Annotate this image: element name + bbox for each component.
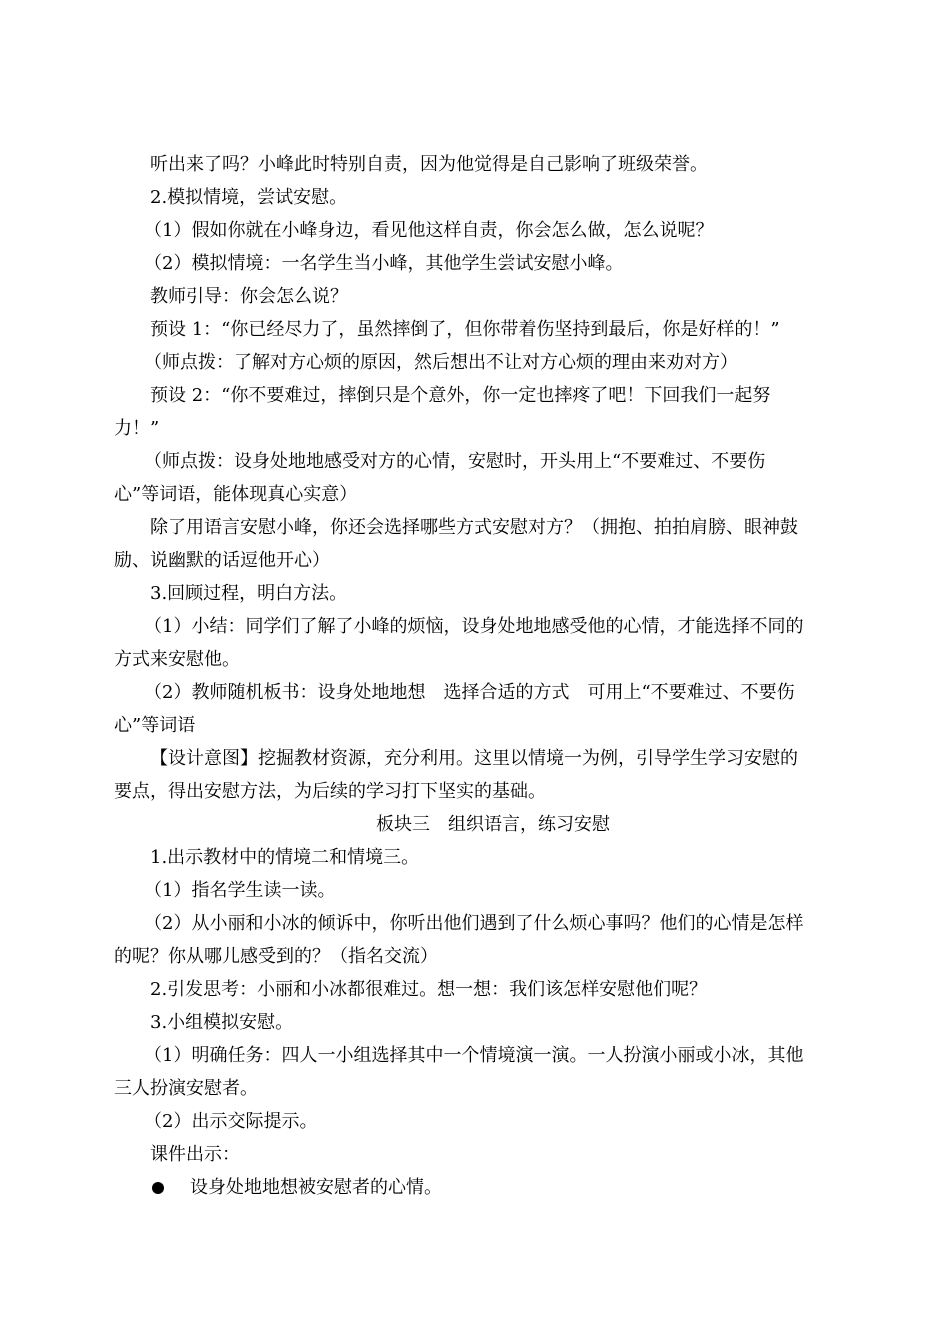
paragraph-line: 预设 2：“你不要难过，摔倒只是个意外，你一定也摔疼了吧！下回我们一起努 bbox=[150, 385, 771, 406]
paragraph-line: 方式来安慰他。 bbox=[114, 649, 240, 670]
paragraph-line: （2）从小丽和小冰的倾诉中，你听出他们遇到了什么烦心事吗？他们的心情是怎样 bbox=[144, 913, 804, 934]
paragraph-line: 课件出示： bbox=[150, 1144, 240, 1165]
paragraph-line: （1）假如你就在小峰身边，看见他这样自责，你会怎么做，怎么说呢？ bbox=[144, 220, 714, 241]
bullet-text: 设身处地地想被安慰者的心情。 bbox=[190, 1177, 442, 1198]
paragraph-line: （1）明确任务：四人一小组选择其中一个情境演一演。一人扮演小丽或小冰，其他 bbox=[144, 1045, 804, 1066]
paragraph-line: 力！” bbox=[114, 418, 160, 439]
paragraph-line: （1）指名学生读一读。 bbox=[144, 880, 336, 901]
design-intent-paragraph: 【设计意图】挖掘教材资源，充分利用。这里以情境一为例，引导学生学习安慰的 bbox=[150, 748, 798, 769]
paragraph-line: 心”等词语，能体现真心实意） bbox=[114, 484, 358, 505]
paragraph-line: （1）小结：同学们了解了小峰的烦恼，设身处地地感受他的心情，才能选择不同的 bbox=[144, 616, 804, 637]
section-title: 板块三 组织语言，练习安慰 bbox=[376, 814, 610, 835]
paragraph-line: （2）教师随机板书：设身处地地想 选择合适的方式 可用上“不要难过、不要伤 bbox=[144, 682, 795, 703]
section-step-heading: 3.回顾过程，明白方法。 bbox=[150, 583, 348, 604]
bullet-list-item bbox=[114, 1171, 854, 1204]
paragraph-line: 心”等词语 bbox=[114, 715, 196, 736]
paragraph-line: 的呢？你从哪儿感受到的？（指名交流） bbox=[114, 946, 438, 967]
paragraph-line: （师点拨：设身处地地感受对方的心情，安慰时，开头用上“不要难过、不要伤 bbox=[144, 451, 766, 472]
paragraph-line: （2）出示交际提示。 bbox=[144, 1111, 318, 1132]
section-step-heading: 1.出示教材中的情境二和情境三。 bbox=[150, 847, 420, 868]
bullet-icon bbox=[152, 1182, 164, 1194]
paragraph-line: （师点拨：了解对方心烦的原因，然后想出不让对方心烦的理由来劝对方） bbox=[144, 352, 738, 373]
paragraph-line: 听出来了吗？小峰此时特别自责，因为他觉得是自己影响了班级荣誉。 bbox=[150, 154, 708, 175]
design-intent-paragraph: 要点，得出安慰方法，为后续的学习打下坚实的基础。 bbox=[114, 781, 546, 802]
section-step-heading: 2.模拟情境，尝试安慰。 bbox=[150, 187, 348, 208]
paragraph-line: 除了用语言安慰小峰，你还会选择哪些方式安慰对方？（拥抱、拍拍肩膀、眼神鼓 bbox=[150, 517, 798, 538]
paragraph-line: 教师引导：你会怎么说？ bbox=[150, 286, 348, 307]
section-step-heading: 3.小组模拟安慰。 bbox=[150, 1012, 294, 1033]
paragraph-line: 预设 1：“你已经尽力了，虽然摔倒了，但你带着伤坚持到最后，你是好样的！” bbox=[150, 319, 780, 340]
paragraph-line: 励、说幽默的话逗他开心） bbox=[114, 550, 330, 571]
paragraph-line: （2）模拟情境：一名学生当小峰，其他学生尝试安慰小峰。 bbox=[144, 253, 624, 274]
paragraph-line: 三人扮演安慰者。 bbox=[114, 1078, 258, 1099]
document-page bbox=[114, 148, 854, 1204]
section-step-heading: 2.引发思考：小丽和小冰都很难过。想一想：我们该怎样安慰他们呢？ bbox=[150, 979, 708, 1000]
